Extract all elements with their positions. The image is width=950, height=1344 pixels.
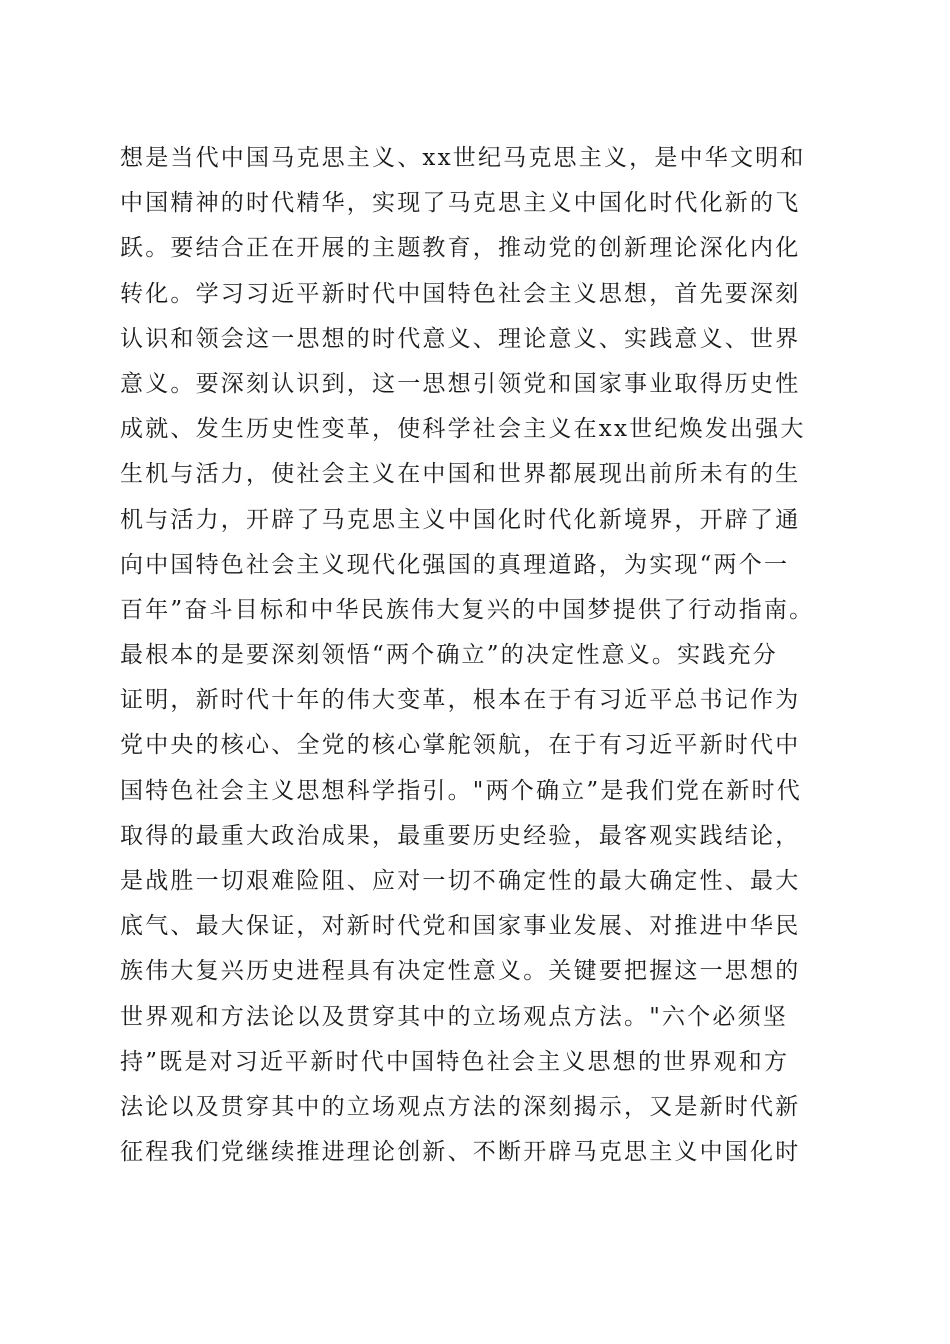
- text-line: 征程我们党继续推进理论创新、不断开辟马克思主义中国化时: [120, 1139, 801, 1166]
- text-line: 证明，新时代十年的伟大变革，根本在于有习近平总书记作为: [120, 687, 801, 714]
- text-line: 党中央的核心、全党的核心掌舵领航，在于有习近平新时代中: [120, 732, 801, 759]
- text-line: 世界观和方法论以及贯穿其中的立场观点方法。"六个必须坚: [120, 1003, 788, 1030]
- text-line: 取得的最重大政治成果，最重要历史经验，最客观实践结论，: [120, 822, 801, 849]
- text-line: 向中国特色社会主义现代化强国的真理道路，为实现“两个一: [120, 551, 790, 578]
- text-line: 认识和领会这一思想的时代意义、理论意义、实践意义、世界: [120, 325, 801, 352]
- text-line: 想是当代中国马克思主义、xx世纪马克思主义，是中华文明和: [120, 145, 806, 171]
- text-line: 持”既是对习近平新时代中国特色社会主义思想的世界观和方: [120, 1048, 790, 1075]
- text-line: 族伟大复兴历史进程具有决定性意义。关键要把握这一思想的: [120, 958, 801, 985]
- body-text: [120, 136, 840, 1175]
- text-line: 跃。要结合正在开展的主题教育，推动党的创新理论深化内化: [120, 235, 801, 262]
- text-line: 转化。学习习近平新时代中国特色社会主义思想，首先要深刻: [120, 280, 801, 307]
- text-line: 成就、发生历史性变革，使科学社会主义在xx世纪焕发出强大: [120, 416, 806, 443]
- text-line: 百年”奋斗目标和中华民族伟大复兴的中国梦提供了行动指南。: [120, 596, 815, 623]
- text-line: 意义。要深刻认识到，这一思想引领党和国家事业取得历史性: [120, 370, 801, 397]
- text-line: 国特色社会主义思想科学指引。"两个确立”是我们党在新时代: [120, 777, 802, 804]
- text-line: 中国精神的时代精华，实现了马克思主义中国化时代化新的飞: [120, 190, 801, 217]
- text-line: 生机与活力，使社会主义在中国和世界都展现出前所未有的生: [120, 461, 801, 488]
- text-line: 最根本的是要深刻领悟“两个确立”的决定性意义。实践充分: [120, 642, 778, 669]
- text-line: 机与活力，开辟了马克思主义中国化时代化新境界，开辟了通: [120, 506, 801, 533]
- text-line: 法论以及贯穿其中的立场观点方法的深刻揭示，又是新时代新: [120, 1093, 801, 1120]
- text-line: 底气、最大保证，对新时代党和国家事业发展、对推进中华民: [120, 913, 801, 940]
- text-line: 是战胜一切艰难险阻、应对一切不确定性的最大确定性、最大: [120, 868, 801, 894]
